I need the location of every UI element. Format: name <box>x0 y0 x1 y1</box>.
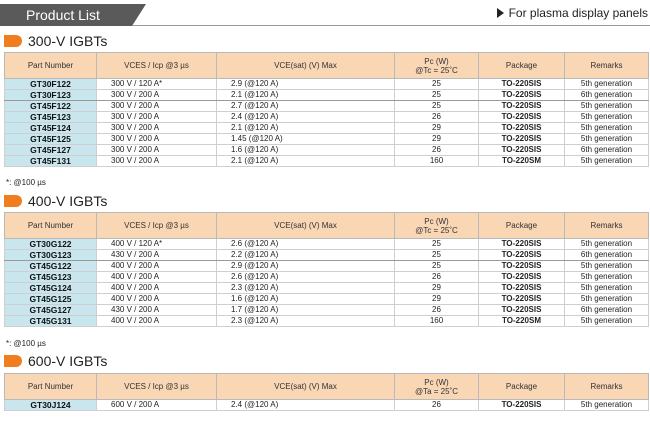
package-cell: TO-220SIS <box>479 123 565 134</box>
power-cell: 29 <box>395 123 479 134</box>
part-number-cell: GT45G123 <box>5 272 97 283</box>
power-cell: 160 <box>395 156 479 167</box>
package-cell: TO-220SIS <box>479 283 565 294</box>
vce-sat-cell: 2.1 (@120 A) <box>217 123 395 134</box>
section-title-400v <box>4 192 107 210</box>
rating-cell: 300 V / 200 A <box>97 123 217 134</box>
rating-cell: 300 V / 200 A <box>97 134 217 145</box>
remarks-cell: 6th generation <box>565 305 649 316</box>
part-number-cell: GT45G124 <box>5 283 97 294</box>
table-row <box>5 250 649 261</box>
column-header: Package <box>479 53 565 79</box>
table-row <box>5 261 649 272</box>
rating-cell: 400 V / 200 A <box>97 272 217 283</box>
power-cell: 25 <box>395 101 479 112</box>
rating-cell: 300 V / 200 A <box>97 156 217 167</box>
power-cell: 160 <box>395 316 479 327</box>
section-marker-icon <box>4 195 22 207</box>
column-header: Package <box>479 213 565 239</box>
package-cell: TO-220SIS <box>479 305 565 316</box>
rating-cell: 400 V / 200 A <box>97 261 217 272</box>
play-triangle-icon <box>497 8 504 18</box>
part-number-cell: GT45G125 <box>5 294 97 305</box>
package-cell: TO-220SM <box>479 316 565 327</box>
header-rule <box>132 25 650 26</box>
header-bar <box>0 4 650 26</box>
table-row <box>5 112 649 123</box>
remarks-cell: 5th generation <box>565 272 649 283</box>
rating-cell: 400 V / 200 A <box>97 294 217 305</box>
remarks-cell: 6th generation <box>565 250 649 261</box>
package-cell: TO-220SIS <box>479 250 565 261</box>
part-number-cell: GT45F131 <box>5 156 97 167</box>
table-row <box>5 316 649 327</box>
power-cell: 25 <box>395 250 479 261</box>
section-title-300v <box>4 32 107 50</box>
column-header: Remarks <box>565 213 649 239</box>
remarks-cell: 5th generation <box>565 79 649 90</box>
section-marker-icon <box>4 355 22 367</box>
package-cell: TO-220SIS <box>479 90 565 101</box>
footnote-400v: *: @100 µs <box>6 339 46 348</box>
rating-cell: 400 V / 120 A* <box>97 239 217 250</box>
column-header: Part Number <box>5 374 97 400</box>
column-header: VCES / Icp @3 µs <box>97 53 217 79</box>
rating-cell: 400 V / 200 A <box>97 283 217 294</box>
column-header: Package <box>479 374 565 400</box>
rating-cell: 430 V / 200 A <box>97 250 217 261</box>
table-row <box>5 101 649 112</box>
part-number-cell: GT45G127 <box>5 305 97 316</box>
part-number-cell: GT45F127 <box>5 145 97 156</box>
power-cell: 25 <box>395 79 479 90</box>
package-cell: TO-220SIS <box>479 239 565 250</box>
column-header: VCES / Icp @3 µs <box>97 213 217 239</box>
table-row <box>5 134 649 145</box>
column-header: VCE(sat) (V) Max <box>217 213 395 239</box>
section-title-text: 300-V IGBTs <box>28 33 108 49</box>
power-cell: 26 <box>395 145 479 156</box>
part-number-cell: GT30J124 <box>5 400 97 411</box>
column-header: Pc (W) @Tc = 25˚C <box>395 213 479 239</box>
part-number-cell: GT45F122 <box>5 101 97 112</box>
power-cell: 26 <box>395 112 479 123</box>
product-table-300v <box>4 52 649 167</box>
power-cell: 25 <box>395 261 479 272</box>
table-row <box>5 79 649 90</box>
column-header: VCE(sat) (V) Max <box>217 374 395 400</box>
remarks-cell: 5th generation <box>565 294 649 305</box>
table-row <box>5 305 649 316</box>
remarks-cell: 5th generation <box>565 134 649 145</box>
table-row <box>5 400 649 411</box>
part-number-cell: GT30F122 <box>5 79 97 90</box>
vce-sat-cell: 2.2 (@120 A) <box>217 250 395 261</box>
vce-sat-cell: 1.6 (@120 A) <box>217 145 395 156</box>
package-cell: TO-220SIS <box>479 112 565 123</box>
table-row <box>5 156 649 167</box>
package-cell: TO-220SIS <box>479 400 565 411</box>
column-header: Pc (W) @Ta = 25˚C <box>395 374 479 400</box>
power-cell: 26 <box>395 305 479 316</box>
vce-sat-cell: 2.1 (@120 A) <box>217 156 395 167</box>
column-header: Part Number <box>5 213 97 239</box>
part-number-cell: GT30G122 <box>5 239 97 250</box>
remarks-cell: 6th generation <box>565 90 649 101</box>
package-cell: TO-220SIS <box>479 294 565 305</box>
rating-cell: 300 V / 200 A <box>97 101 217 112</box>
product-table-600v <box>4 373 649 411</box>
vce-sat-cell: 1.6 (@120 A) <box>217 294 395 305</box>
column-header: Remarks <box>565 53 649 79</box>
table-row <box>5 294 649 305</box>
rating-cell: 300 V / 200 A <box>97 145 217 156</box>
table-header-row <box>5 53 649 79</box>
remarks-cell: 5th generation <box>565 101 649 112</box>
vce-sat-cell: 1.45 (@120 A) <box>217 134 395 145</box>
remarks-cell: 5th generation <box>565 261 649 272</box>
remarks-cell: 5th generation <box>565 156 649 167</box>
package-cell: TO-220SIS <box>479 79 565 90</box>
table-row <box>5 272 649 283</box>
power-cell: 29 <box>395 283 479 294</box>
vce-sat-cell: 2.4 (@120 A) <box>217 112 395 123</box>
header-note <box>497 4 648 22</box>
rating-cell: 400 V / 200 A <box>97 316 217 327</box>
package-cell: TO-220SIS <box>479 134 565 145</box>
column-header: VCES / Icp @3 µs <box>97 374 217 400</box>
vce-sat-cell: 1.7 (@120 A) <box>217 305 395 316</box>
package-cell: TO-220SIS <box>479 101 565 112</box>
section-marker-icon <box>4 35 22 47</box>
table-row <box>5 239 649 250</box>
package-cell: TO-220SIS <box>479 261 565 272</box>
remarks-cell: 5th generation <box>565 400 649 411</box>
package-cell: TO-220SIS <box>479 145 565 156</box>
vce-sat-cell: 2.4 (@120 A) <box>217 400 395 411</box>
vce-sat-cell: 2.6 (@120 A) <box>217 239 395 250</box>
rating-cell: 300 V / 200 A <box>97 112 217 123</box>
section-title-text: 600-V IGBTs <box>28 353 108 369</box>
part-number-cell: GT45F124 <box>5 123 97 134</box>
page-title: Product List <box>0 4 132 26</box>
column-header: Remarks <box>565 374 649 400</box>
power-cell: 29 <box>395 134 479 145</box>
vce-sat-cell: 2.6 (@120 A) <box>217 272 395 283</box>
vce-sat-cell: 2.9 (@120 A) <box>217 261 395 272</box>
power-cell: 26 <box>395 400 479 411</box>
table-header-row <box>5 213 649 239</box>
table-row <box>5 145 649 156</box>
power-cell: 29 <box>395 294 479 305</box>
table-row <box>5 90 649 101</box>
rating-cell: 430 V / 200 A <box>97 305 217 316</box>
part-number-cell: GT30G123 <box>5 250 97 261</box>
vce-sat-cell: 2.3 (@120 A) <box>217 316 395 327</box>
part-number-cell: GT30F123 <box>5 90 97 101</box>
part-number-cell: GT45G131 <box>5 316 97 327</box>
table-row <box>5 283 649 294</box>
power-cell: 25 <box>395 239 479 250</box>
vce-sat-cell: 2.7 (@120 A) <box>217 101 395 112</box>
column-header: Pc (W) @Tc = 25˚C <box>395 53 479 79</box>
footnote-300v: *: @100 µs <box>6 178 46 187</box>
vce-sat-cell: 2.3 (@120 A) <box>217 283 395 294</box>
section-title-600v <box>4 352 107 370</box>
part-number-cell: GT45F125 <box>5 134 97 145</box>
remarks-cell: 5th generation <box>565 123 649 134</box>
column-header: VCE(sat) (V) Max <box>217 53 395 79</box>
rating-cell: 600 V / 200 A <box>97 400 217 411</box>
table-row <box>5 123 649 134</box>
remarks-cell: 6th generation <box>565 145 649 156</box>
header-note-text: For plasma display panels <box>508 6 648 20</box>
vce-sat-cell: 2.1 (@120 A) <box>217 90 395 101</box>
part-number-cell: GT45G122 <box>5 261 97 272</box>
table-header-row <box>5 374 649 400</box>
remarks-cell: 5th generation <box>565 239 649 250</box>
power-cell: 25 <box>395 90 479 101</box>
rating-cell: 300 V / 120 A* <box>97 79 217 90</box>
product-table-400v <box>4 212 649 327</box>
remarks-cell: 5th generation <box>565 316 649 327</box>
package-cell: TO-220SIS <box>479 272 565 283</box>
column-header: Part Number <box>5 53 97 79</box>
remarks-cell: 5th generation <box>565 112 649 123</box>
remarks-cell: 5th generation <box>565 283 649 294</box>
rating-cell: 300 V / 200 A <box>97 90 217 101</box>
package-cell: TO-220SM <box>479 156 565 167</box>
vce-sat-cell: 2.9 (@120 A) <box>217 79 395 90</box>
section-title-text: 400-V IGBTs <box>28 193 108 209</box>
power-cell: 26 <box>395 272 479 283</box>
part-number-cell: GT45F123 <box>5 112 97 123</box>
